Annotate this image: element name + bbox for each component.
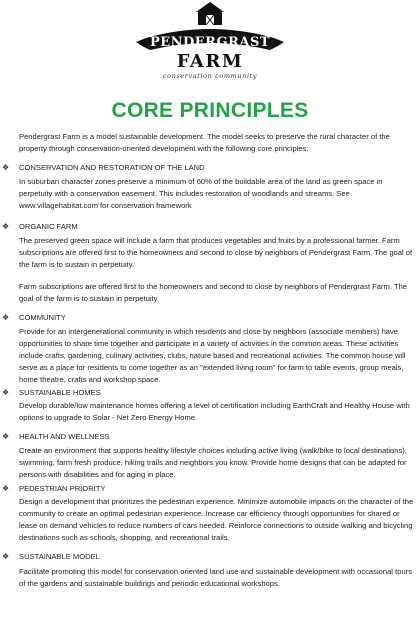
section-sustainable-homes: [2, 387, 417, 424]
section-heading: [2, 431, 417, 442]
section-heading-label: COMMUNITY: [19, 313, 66, 322]
barn-icon: [196, 2, 224, 25]
section-paragraph: Develop durable/low maintenance homes offering a level of certification including EarthCraft and Healthy House with options to upgrade to Solar - Net Zero Energy Home.: [19, 401, 410, 422]
section-heading-label: HEALTH AND WELLNESS: [19, 432, 110, 441]
section-conservation: [2, 162, 417, 212]
logo-name-top: PENDERGRAST: [149, 35, 271, 50]
document-body: [2, 131, 417, 590]
section-paragraph: Provide for an intergenerational community in which residents and close by neighbors (associate members) have opportunities to share time together and participate in a variety of activities in the common areas. These activities include crafts, gardening, culinary activities, clubs, nature based and recreational activities. The common house will serve as a place for residents to come together as an "extended living room" for farm to table events, group meals, home theatre, crafts and workshop space.: [19, 327, 406, 384]
section-heading: [2, 162, 417, 173]
section-pedestrian-priority: [2, 483, 417, 544]
section-heading-label: SUSTAINABLE HOMES: [19, 388, 101, 397]
section-heading: [2, 551, 417, 562]
bullet-icon: ❖: [2, 222, 10, 231]
page-title: CORE PRINCIPLES: [111, 99, 309, 122]
bullet-icon: ❖: [2, 432, 10, 441]
section-paragraph: Farm subscriptions are offered first to the homeowners and second to close by neighbors of Pendergrast Farm. The goal of the farm is to sustain in perpetuity.: [19, 282, 408, 303]
bullet-icon: ❖: [2, 313, 10, 322]
bullet-icon: ❖: [2, 484, 10, 493]
section-heading-label: CONSERVATION AND RESTORATION OF THE LAND: [19, 163, 205, 172]
section-paragraph: Create an environment that supports healthy lifestyle choices including active living (walk/bike to local destinations), swimming, farm fresh produce, hiking trails and neighbors you know. Provide home designs that can be adapted for persons with disabilities and for aging in place.: [19, 446, 407, 479]
logo: [0, 0, 420, 80]
section-health-wellness: [2, 431, 417, 481]
section-heading: [2, 483, 417, 494]
bullet-icon: ❖: [2, 552, 10, 561]
intro-paragraph: Pendergrast Farm is a model sustainable development. The model seeks to preserve the rural character of the property through conservation-oriented development with the following core principles:: [19, 132, 390, 153]
section-paragraph: Design a development that prioritizes the pedestrian experience. Minimize automobile impacts on the character of the community to create an optimal pedestrian experience. Increase car efficiency through opportunities for shared or lease on demand vehicles to reduce numbers of cars needed. Reinforce connections to outside walking and bicycling destinations such as schools, shopping, and recreational trails.: [19, 497, 414, 542]
section-heading: [2, 387, 417, 398]
section-paragraph: In suburban character zones preserve a minimum of 60% of the buildable area of the land as green space in perpetuity with a conservation easement. This includes restoration of woodlands and streams. See www.villagehabitat.com for conservation framework: [19, 177, 383, 210]
section-organic-farm: [2, 221, 417, 305]
section-heading-label: PEDESTRIAN PRIORITY: [19, 484, 106, 493]
section-paragraph: Facilitate promoting this model for conservation oriented land use and sustainable development with occasional tours of the gardens and sustainable buildings and periodic educational workshops.: [19, 567, 412, 588]
section-community: [2, 312, 417, 386]
logo-tagline: conservation community: [162, 72, 258, 80]
section-paragraph: The preserved green space will include a farm that produces vegetables and fruits by a professional farmer. Farm subscriptions are offered first to the homeowners and second to close by neighbors of Pendergrast Farm. The goal of the farm is to sustain in perpetuity.: [19, 236, 413, 269]
farm-logo-graphic: [0, 0, 420, 80]
section-heading: [2, 221, 417, 232]
section-heading-label: ORGANIC FARM: [19, 222, 78, 231]
section-sustainable-model: [2, 551, 417, 590]
bullet-icon: ❖: [2, 388, 10, 397]
section-heading-label: SUSTAINABLE MODEL: [19, 552, 100, 561]
bullet-icon: ❖: [2, 163, 10, 172]
section-heading: [2, 312, 417, 323]
logo-name-bottom: FARM: [176, 51, 244, 72]
